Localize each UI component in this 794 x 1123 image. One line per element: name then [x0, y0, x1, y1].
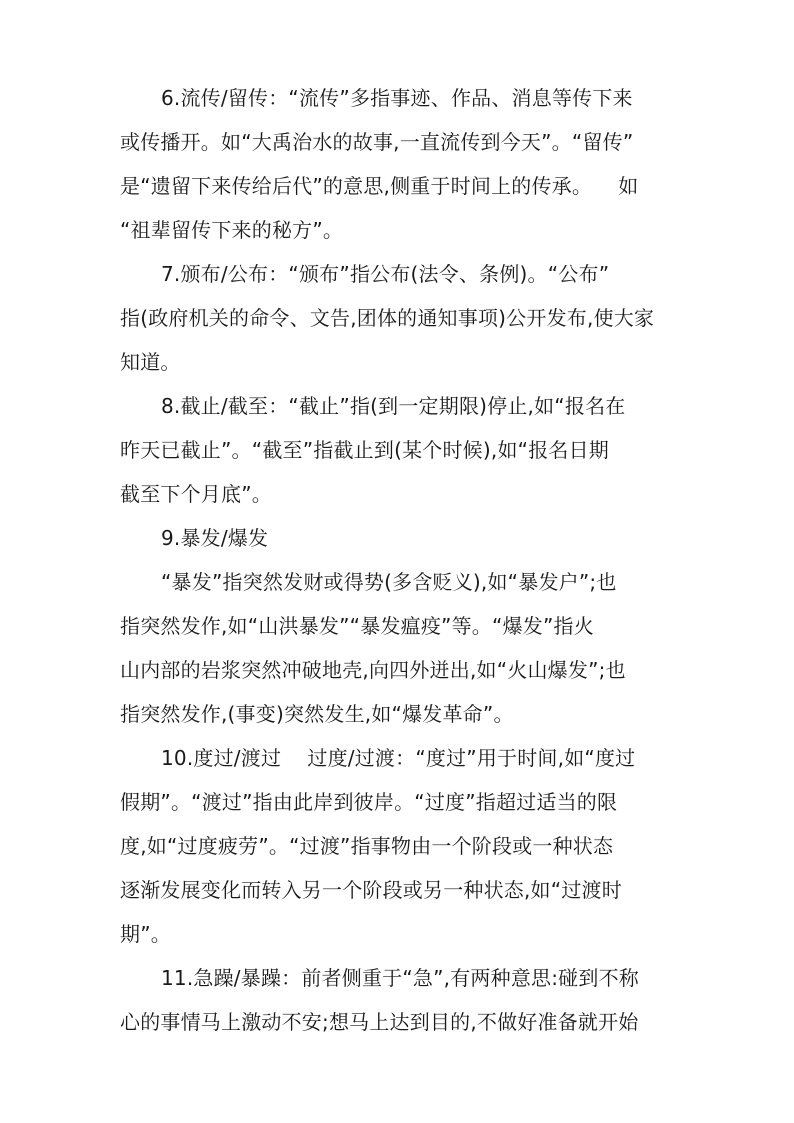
text-line: 心的事情马上激动不安;想马上达到目的,不做好准备就开始	[120, 1010, 639, 1034]
text-line: 指突然发作,如“山洪暴发”“暴发瘟疫”等。“爆发”指火	[120, 614, 594, 638]
text-line: 山内部的岩浆突然冲破地壳,向四外迸出,如“火山爆发”;也	[120, 658, 626, 682]
text-line: 假期”。“渡过”指由此岸到彼岸。“过度”指超过适当的限	[120, 790, 618, 814]
text-line: 期”。	[120, 922, 171, 946]
text-line: 9.暴发/爆发	[161, 526, 269, 550]
text-line: 指(政府机关的命令、文告,团体的通知事项)公开发布,使大家	[120, 306, 655, 330]
text-line: 逐渐发展变化而转入另一个阶段或另一种状态,如“过渡时	[120, 878, 622, 902]
text-line: 度,如“过度疲劳”。“过渡”指事物由一个阶段或一种状态	[120, 834, 614, 858]
text-line: 7.颁布/公布：“颁布”指公布(法令、条例)。“公布”	[161, 262, 610, 286]
text-line: 昨天已截止”。“截至”指截止到(某个时候),如“报名日期	[120, 438, 610, 462]
text-line: “暴发”指突然发财或得势(多含贬义),如“暴发户”;也	[161, 570, 617, 594]
text-line: 指突然发作,(事变)突然发生,如“爆发革命”。	[120, 702, 514, 726]
text-line: 知道。	[120, 350, 181, 374]
text-line: 11.急躁/暴躁：前者侧重于“急”,有两种意思:碰到不称	[161, 966, 639, 990]
text-line: 8.截止/截至：“截止”指(到一定期限)停止,如“报名在	[161, 394, 626, 418]
text-line: “祖辈留传下来的秘方”。	[120, 218, 344, 242]
text-line: 或传播开。如“大禹治水的故事,一直流传到今天”。“留传”	[120, 130, 634, 154]
text-line: 截至下个月底”。	[120, 482, 272, 506]
text-line: 10.度过/渡过 过度/过渡：“度过”用于时间,如“度过	[161, 746, 636, 770]
text-line: 6.流传/留传：“流传”多指事迹、作品、消息等传下来	[161, 86, 633, 110]
text-line: 是“遗留下来传给后代”的意思,侧重于时间上的传承。 如	[120, 174, 639, 198]
